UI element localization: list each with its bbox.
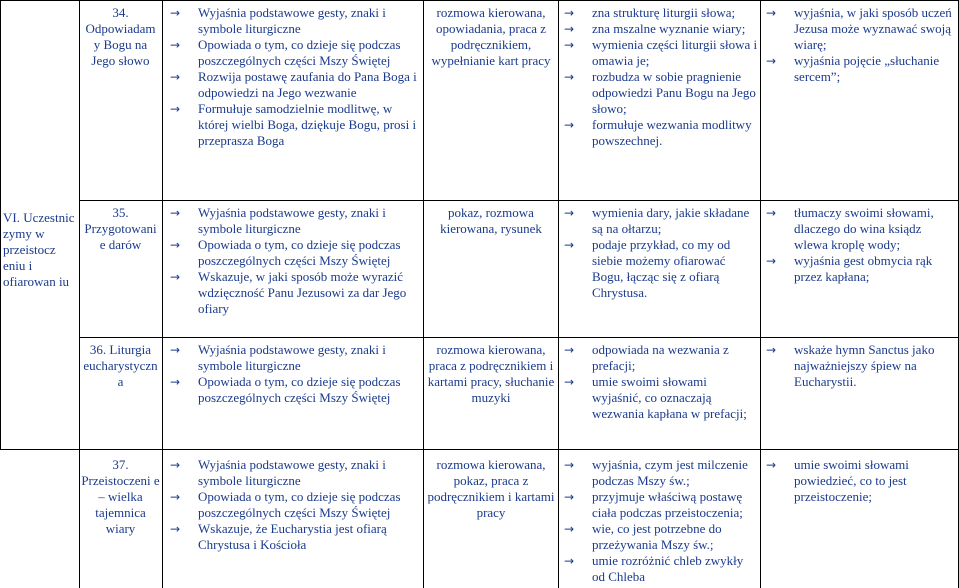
right-arrow-icon: → [170,522,181,536]
methods-cell: rozmowa kierowana, praca z podręcznikiem i kartami pracy, słuchanie muzyki [427,342,555,405]
table-border [0,449,959,450]
topic-cell: 34. Odpowiadam y Bogu na Jego słowo [85,5,156,68]
section-label: VI. Uczestnic zymy w przeistocz eniu i ofiarowan iu [3,210,75,289]
list-item: → odpowiada na wezwania z prefacji; [564,342,729,373]
right-arrow-icon: → [766,6,777,20]
right-arrow-icon: → [170,38,181,52]
right-arrow-icon: → [766,254,777,268]
list-item: → przyjmuje właściwą postawę ciała podczas przeistoczenia; [564,489,743,520]
table-border [423,0,424,588]
list-item: → umie swoimi słowami wyjaśnić, co oznaczają wezwania kapłana w prefacji; [564,374,747,421]
aims-list [168,342,420,406]
right-arrow-icon: → [170,375,181,389]
topic-cell: 35. Przygotowani e darów [84,205,157,252]
right-arrow-icon: → [170,6,181,20]
extended-requirements-list [764,342,956,390]
right-arrow-icon: → [564,6,575,20]
list-item: → Opowiada o tym, co dzieje się podczas poszczególnych części Mszy Świętej [170,489,401,520]
list-item: → podaje przykład, co my od siebie możemy ofiarować Bogu, łącząc się z ofiarą Chrystusa. [564,237,731,300]
list-item: → wyjaśnia gest obmycia rąk przez kapłana; [766,253,933,284]
list-item: → Rozwija postawę zaufania do Pana Boga i odpowiedzi na Jego wezwanie [170,69,417,100]
right-arrow-icon: → [564,70,575,84]
table-border [0,0,1,450]
right-arrow-icon: → [170,102,181,116]
right-arrow-icon: → [170,343,181,357]
list-item: → tłumaczy swoimi słowami, dlaczego do wina ksiądz wlewa kroplę wody; [766,205,934,252]
right-arrow-icon: → [564,458,575,472]
right-arrow-icon: → [564,490,575,504]
list-item: → wie, co jest potrzebne do przeżywania Mszy św.; [564,521,722,552]
right-arrow-icon: → [766,54,777,68]
extended-requirements-list [764,205,956,285]
right-arrow-icon: → [766,206,777,220]
aims-list [168,5,420,149]
list-item: → wymienia dary, jakie składane są na ołtarzu; [564,205,750,236]
table-border [0,0,959,1]
list-item: → Wyjaśnia podstawowe gesty, znaki i symbole liturgiczne [170,5,386,36]
right-arrow-icon: → [170,458,181,472]
right-arrow-icon: → [170,206,181,220]
list-item: → Wyjaśnia podstawowe gesty, znaki i symbole liturgiczne [170,342,386,373]
aims-list [168,457,420,553]
list-item: → zna mszalne wyznanie wiary; [564,21,746,36]
right-arrow-icon: → [564,206,575,220]
table-border [558,0,559,588]
list-item: → wyjaśnia pojęcie „słuchanie sercem”; [766,53,940,84]
topic-cell: 37. Przeistoczeni e – wielka tajemnica wiary [81,457,160,536]
list-item: → formułuje wezwania modlitwy powszechnej. [564,117,752,148]
table-border [162,0,163,588]
basic-requirements-list [562,5,758,149]
list-item: → Opowiada o tym, co dzieje się podczas poszczególnych części Mszy Świętej [170,37,401,68]
list-item: → Wskazuje, że Eucharystia jest ofiarą Chrystusa i Kościoła [170,521,387,552]
table-border [79,200,959,201]
right-arrow-icon: → [766,343,777,357]
aims-list [168,205,420,317]
right-arrow-icon: → [170,238,181,252]
right-arrow-icon: → [564,22,575,36]
right-arrow-icon: → [170,490,181,504]
table-border [79,337,959,338]
list-item: → rozbudza w sobie pragnienie odpowiedzi Panu Bogu na Jego słowo; [564,69,756,116]
right-arrow-icon: → [564,38,575,52]
topic-cell: 36. Liturgia eucharystyczn a [83,342,158,389]
table-border [760,0,761,588]
list-item: → Wyjaśnia podstawowe gesty, znaki i symbole liturgiczne [170,205,386,236]
right-arrow-icon: → [170,70,181,84]
methods-cell: rozmowa kierowana, opowiadania, praca z podręcznikiem, wypełnianie kart pracy [431,5,551,68]
extended-requirements-list [764,457,956,505]
list-item: → umie swoimi słowami powiedzieć, co to jest przeistoczenie; [766,457,909,504]
methods-cell: pokaz, rozmowa kierowana, rysunek [440,205,542,236]
right-arrow-icon: → [564,343,575,357]
list-item: → Formułuje samodzielnie modlitwę, w której wielbi Boga, dziękuje Bogu, prosi i przeprasza Boga [170,101,417,148]
list-item: → Opowiada o tym, co dzieje się podczas poszczególnych części Mszy Świętej [170,374,401,405]
basic-requirements-list [562,205,758,301]
list-item: → umie rozróżnić chleb zwykły od Chleba [564,553,744,584]
list-item: → wskaże hymn Sanctus jako najważniejszy śpiew na Eucharystii. [766,342,935,389]
list-item: → Wskazuje, w jaki sposób może wyrazić wdzięczność Panu Jezusowi za dar Jego ofiary [170,269,407,316]
list-item: → Opowiada o tym, co dzieje się podczas poszczególnych części Mszy Świętej [170,237,401,268]
list-item: → wyjaśnia, czym jest milczenie podczas Mszy św.; [564,457,748,488]
right-arrow-icon: → [564,238,575,252]
right-arrow-icon: → [766,458,777,472]
right-arrow-icon: → [170,270,181,284]
right-arrow-icon: → [564,522,575,536]
methods-cell: rozmowa kierowana, pokaz, praca z podręcznikiem i kartami pracy [427,457,555,520]
list-item: → Wyjaśnia podstawowe gesty, znaki i symbole liturgiczne [170,457,386,488]
list-item: → wymienia części liturgii słowa i omawia je; [564,37,758,68]
list-item: → zna strukturę liturgii słowa; [564,5,736,20]
right-arrow-icon: → [564,118,575,132]
extended-requirements-list [764,5,956,85]
right-arrow-icon: → [564,554,575,568]
list-item: → wyjaśnia, w jaki sposób uczeń Jezusa może wyznawać swoją wiarę; [766,5,952,52]
right-arrow-icon: → [564,375,575,389]
basic-requirements-list [562,342,758,422]
basic-requirements-list [562,457,758,585]
table-border [79,0,80,588]
